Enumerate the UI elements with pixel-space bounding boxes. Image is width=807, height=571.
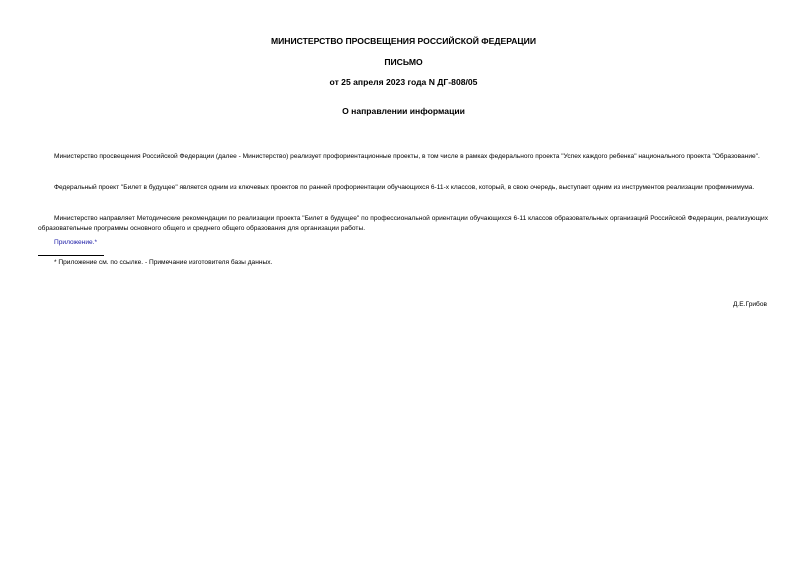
signature: Д.Е.Грибов xyxy=(732,301,767,308)
footnote-text: * Приложение см. по ссылке. - Примечание изготовителя базы данных. xyxy=(54,259,273,266)
ministry-title: МИНИСТЕРСТВО ПРОСВЕЩЕНИЯ РОССИЙСКОЙ ФЕДЕРАЦИИ xyxy=(270,36,537,46)
document-subject: О направлении информации xyxy=(342,106,465,116)
footnote-divider xyxy=(38,255,104,256)
attachment-link[interactable]: Приложение.* xyxy=(54,239,98,246)
body-paragraph-2: Федеральный проект "Билет в будущее" является одним из ключевых проектов по ранней профориентации обучающихся 6-11-х классов, который, в свою очередь, выступает одним из инструментов реализации профминимума. xyxy=(54,183,755,191)
body-paragraph-3: Министерство направляет Методические рекомендации по реализации проекта "Билет в будущее" по профессиональной ориентации обучающихся 6-11 классов образовательных организаций Российской Федерации, реализующих образовательные программы основного общего и среднего общего образования для организации работы. xyxy=(38,214,768,233)
document-type: ПИСЬМО xyxy=(384,57,423,67)
document-date-number: от 25 апреля 2023 года N ДГ-808/05 xyxy=(329,77,478,87)
body-paragraph-1: Министерство просвещения Российской Федерации (далее - Министерство) реализует профориентационные проекты, в том числе в рамках федерального проекта "Успех каждого ребенка" национального проекта "Образование". xyxy=(54,152,760,160)
